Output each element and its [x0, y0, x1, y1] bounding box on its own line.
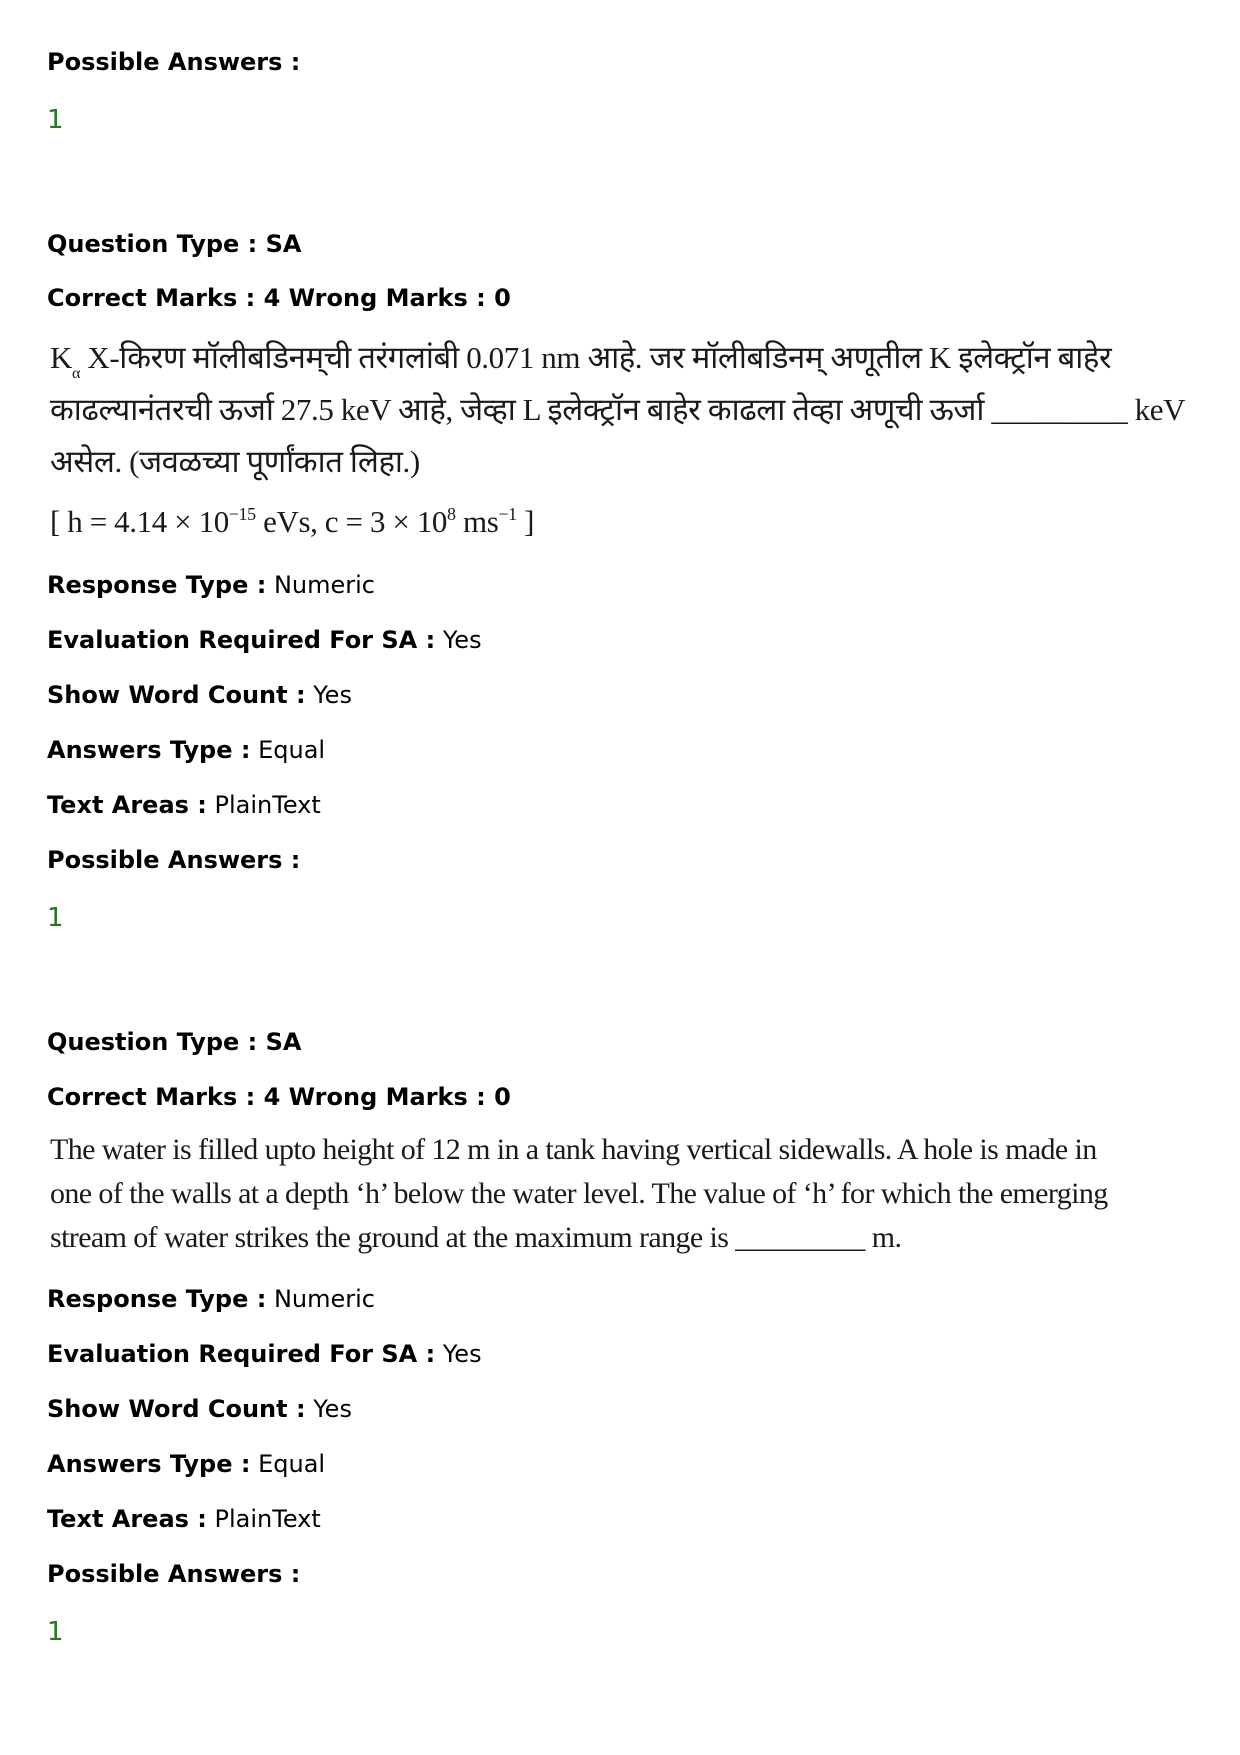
possible-answers-label: Possible Answers :: [47, 846, 301, 874]
word-count-row: Show Word Count : Yes: [47, 1395, 352, 1423]
question-line: $K_\alpha$ X-किरण मॉलीबडिनम्‌ची तरंगलांबी 0.071 nm आहे. जर मॉलीबडिनम्‌ अणूतील K इलेक्ट्रॉन बाहेर: [50, 340, 1112, 382]
question-text: [50, 332, 1185, 540]
evaluation-row: Evaluation Required For SA : Yes: [47, 1340, 482, 1368]
answers-type-row: Answers Type : Equal: [47, 1450, 326, 1478]
response-type-row: Response Type : Numeric: [47, 1285, 375, 1313]
possible-answer-value: 1: [47, 1617, 64, 1647]
question-line: असेल. (जवळच्या पूर्णांकात लिहा.): [50, 444, 420, 479]
word-count-row: Show Word Count : Yes: [47, 681, 352, 709]
evaluation-row: Evaluation Required For SA : Yes: [47, 626, 482, 654]
possible-answer-value: 1: [47, 105, 64, 135]
question-line: The water is filled upto height of 12 m in a tank having vertical sidewalls. A hole is made in: [50, 1133, 1097, 1166]
text-areas-row: Text Areas : PlainText: [47, 791, 321, 819]
question-line: stream of water strikes the ground at the maximum range is _________ m.: [50, 1221, 902, 1254]
question-type: Question Type : SA: [47, 230, 302, 258]
question-line: one of the walls at a depth ‘h’ below the water level. The value of ‘h’ for which the emerging: [50, 1177, 1108, 1210]
possible-answers-label: Possible Answers :: [47, 1560, 301, 1588]
response-type-row: Response Type : Numeric: [47, 571, 375, 599]
marks-info: Correct Marks : 4 Wrong Marks : 0: [47, 1083, 511, 1111]
possible-answer-value: 1: [47, 903, 64, 933]
possible-answers-label: Possible Answers :: [47, 48, 301, 76]
text-areas-row: Text Areas : PlainText: [47, 1505, 321, 1533]
question-constants: [ $h = 4.14 \times 10^{-15}$ eVs, $c = 3 \times 10^8$ $ms^{-1}$ ]: [50, 504, 535, 539]
marks-info: Correct Marks : 4 Wrong Marks : 0: [47, 284, 511, 312]
question-line: काढल्यानंतरची ऊर्जा 27.5 keV आहे, जेव्हा L इलेक्ट्रॉन बाहेर काढला तेव्हा अणूची ऊर्जा _________ keV: [50, 392, 1186, 427]
question-type: Question Type : SA: [47, 1028, 302, 1056]
question-text: [50, 1128, 1108, 1260]
answers-type-row: Answers Type : Equal: [47, 736, 326, 764]
